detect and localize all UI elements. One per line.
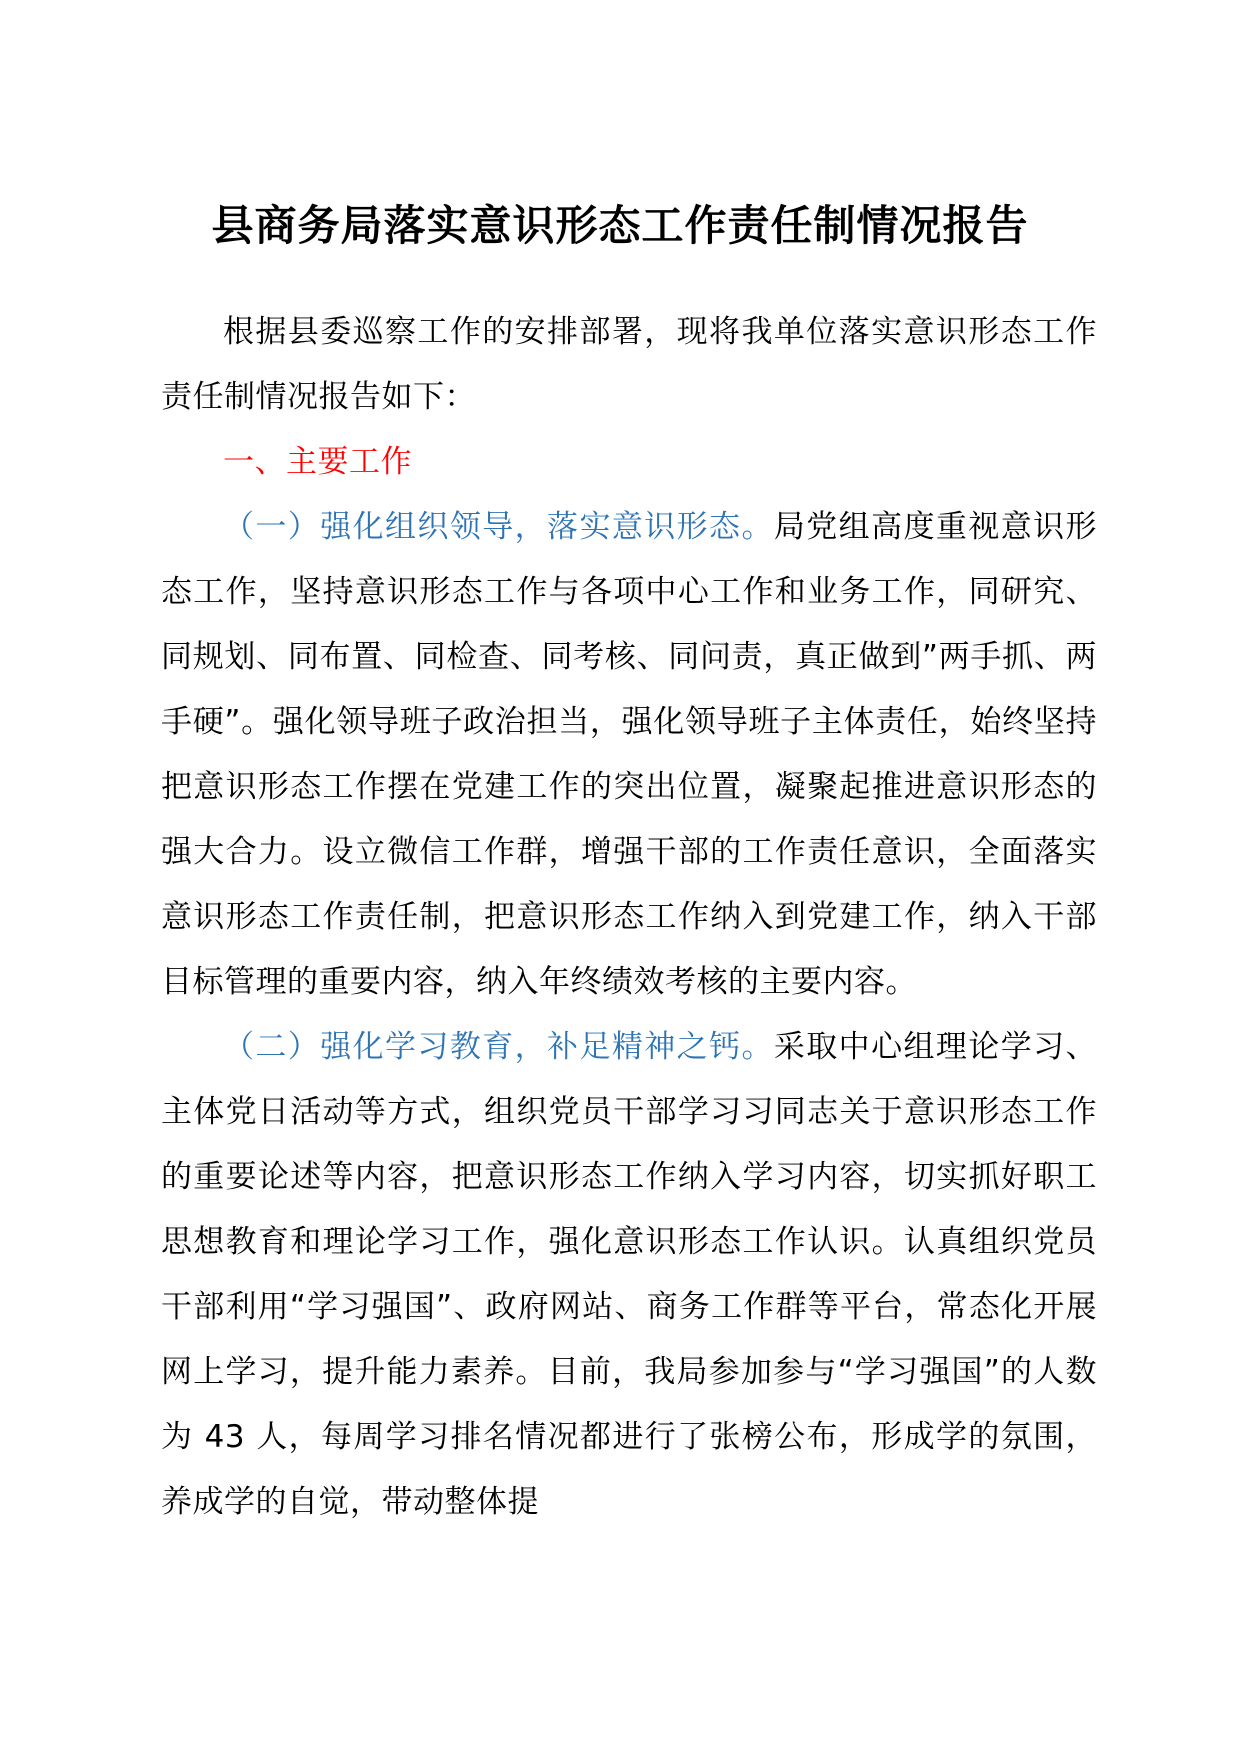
section-heading: 一、主要工作 (223, 444, 412, 480)
document-body (161, 300, 1097, 1535)
section-item-2 (161, 1015, 1097, 1535)
subsection-heading-1: （一）强化组织领导，落实意识形态。 (223, 509, 774, 545)
document-title: 县商务局落实意识形态工作责任制情况报告 (211, 201, 1029, 250)
subsection-text-1: 局党组高度重视意识形态工作，坚持意识形态工作与各项中心工作和业务工作，同研究、同规划、同布置、同检查、同考核、同问责，真正做到”两手抓、两手硬”。强化领导班子政治担当，强化领导班子主体责任，始终坚持把意识形态工作摆在党建工作的突出位置，凝聚起推进意识形态的强大合力。设立微信工作群，增强干部的工作责任意识，全面落实意识形态工作责任制，把意识形态工作纳入到党建工作，纳入干部目标管理的重要内容，纳入年终绩效考核的主要内容。 (161, 509, 1098, 1000)
subsection-text-2: 采取中心组理论学习、主体党日活动等方式，组织党员干部学习习同志关于意识形态工作的重要论述等内容，把意识形态工作纳入学习内容，切实抓好职工思想教育和理论学习工作，强化意识形态工作认识。认真组织党员干部利用“学习强国”、政府网站、商务工作群等平台，常态化开展网上学习，提升能力素养。目前，我局参加参与“学习强国”的人数为 43 人，每周学习排名情况都进行了张榜公布，形成学的氛围，养成学的自觉，带动整体提 (161, 1029, 1098, 1520)
subsection-heading-2: （二）强化学习教育，补足精神之钙。 (223, 1029, 774, 1065)
section-item-1 (161, 495, 1097, 1015)
intro-paragraph: 根据县委巡察工作的安排部署，现将我单位落实意识形态工作责任制情况报告如下： (161, 314, 1097, 415)
